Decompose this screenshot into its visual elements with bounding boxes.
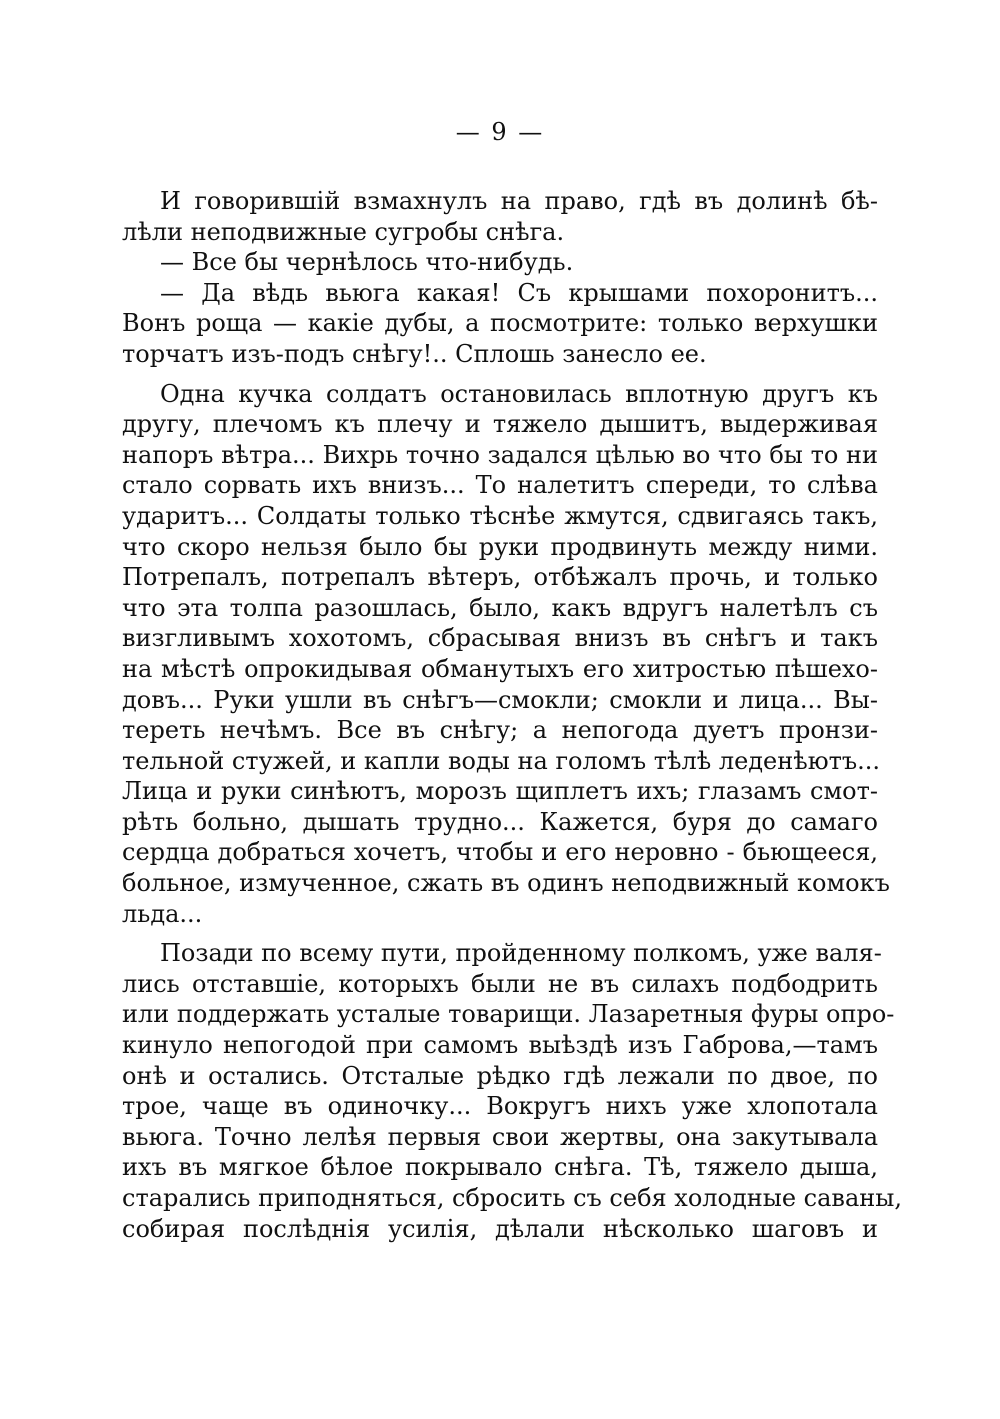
text-line: другу, плечомъ къ плечу и тяжело дышитъ, выдерживая — [122, 410, 878, 439]
text-line: Вонъ роща — какіе дубы, а посмотрите: только верхушки — [122, 309, 878, 338]
text-line: старались приподняться, сбросить съ себя холодные саваны, — [122, 1184, 902, 1212]
text-line: льда... — [122, 899, 203, 928]
body-text — [122, 186, 902, 1244]
text-line: что эта толпа разошлась, было, какъ вдругъ налетѣлъ съ — [122, 593, 878, 622]
paragraph-5 — [122, 938, 902, 1244]
paragraph-3 — [122, 278, 878, 370]
text-line: — Все бы чернѣлось что-нибудь. — [160, 248, 574, 277]
text-line: стало сорвать ихъ внизъ... То налетитъ спереди, то слѣва — [122, 471, 878, 500]
text-line: визгливымъ хохотомъ, сбрасывая внизъ въ снѣгъ и такъ — [122, 624, 878, 653]
text-line: больное, измученное, сжать въ одинъ неподвижный комокъ — [122, 869, 890, 898]
text-line: ударитъ... Солдаты только тѣснѣе жмутся, сдвигаясь такъ, — [122, 501, 878, 530]
text-line: собирая послѣднія усилія, дѣлали нѣсколько шаговъ и — [122, 1214, 878, 1243]
text-line: Одна кучка солдатъ остановилась вплотную другъ къ — [160, 379, 878, 408]
text-line: или поддержать усталые товарищи. Лазаретныя фуры опро- — [122, 1000, 895, 1029]
text-line: что скоро нельзя было бы руки продвинуть между ними. — [122, 532, 878, 561]
text-line: тельной стужей, и капли воды на голомъ тѣлѣ леденѣютъ... — [122, 746, 881, 775]
paragraph-2 — [122, 247, 878, 278]
text-line: на мѣстѣ опрокидывая обманутыхъ его хитростью пѣшехо- — [122, 654, 878, 683]
text-line: вьюга. Точно лелѣя первыя свои жертвы, она закутывала — [122, 1122, 878, 1151]
text-line: И говорившій взмахнулъ на право, гдѣ въ долинѣ бѣ- — [160, 187, 878, 215]
text-line: кинуло непогодой при самомъ выѣздѣ изъ Габрова,—тамъ — [122, 1031, 878, 1060]
text-line: — Да вѣдь вьюга какая! Съ крышами похоронитъ... — [160, 278, 878, 307]
text-line: лись отставшіе, которыхъ были не въ силахъ подбодрить — [122, 969, 878, 998]
text-line: сердца добраться хочетъ, чтобы и его неровно - бьющееся, — [122, 838, 878, 867]
text-line: тереть нечѣмъ. Все въ снѣгу; а непогода дуетъ пронзи- — [122, 716, 878, 745]
text-line: ихъ въ мягкое бѣлое покрывало снѣга. Тѣ, тяжело дыша, — [122, 1153, 878, 1182]
text-line: рѣть больно, дышать трудно... Кажется, буря до самаго — [122, 807, 878, 836]
text-line: Потрепалъ, потрепалъ вѣтеръ, отбѣжалъ прочь, и только — [122, 563, 878, 592]
paragraph-4 — [122, 379, 890, 930]
text-line: напоръ вѣтра... Вихрь точно задался цѣлью во что бы то ни — [122, 440, 878, 469]
text-line: Лица и руки синѣютъ, морозъ щиплетъ ихъ; глазамъ смот- — [122, 777, 878, 806]
text-line: онѣ и остались. Отсталые рѣдко гдѣ лежали по двое, по — [122, 1061, 878, 1090]
text-line: торчатъ изъ-подъ снѣгу!.. Сплошь занесло ее. — [122, 339, 707, 368]
page-number: — 9 — — [455, 118, 545, 146]
paragraph-1 — [122, 186, 878, 247]
text-line: Позади по всему пути, пройденному полкомъ, уже валя- — [160, 939, 882, 968]
text-line: трое, чаще въ одиночку... Вокругъ нихъ уже хлопотала — [122, 1092, 878, 1121]
text-line: лѣли неподвижные сугробы снѣга. — [122, 217, 565, 246]
text-line: довъ... Руки ушли въ снѣгъ—смокли; смокли и лица... Вы- — [122, 685, 878, 714]
